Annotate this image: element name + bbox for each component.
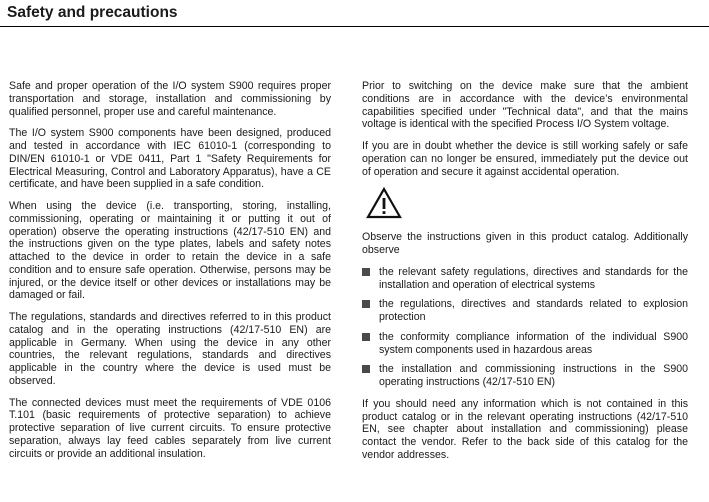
list-item-text: the conformity compliance information of the individual S900 system components used in hazardous areas — [379, 330, 688, 356]
observe-list — [362, 266, 688, 389]
list-item-text: the installation and commissioning instructions in the S900 operating instructions (42/17-510 EN) — [379, 363, 688, 388]
bullet-square-icon — [362, 268, 370, 276]
list-item — [362, 331, 688, 357]
paragraph-device-usage: When using the device (i.e. transporting, storing, installing, commissioning, operating or maintaining it or putting it out of operation) observe the operating instructions (42/17-510 EN) and the instructions given on the type plates, labels and safety notes attached to the device in order to retain the device in a safe condition and to ensure safe operation. Otherwise, persons may be injured, or the device itself or other devices or installations may be damaged or fail. — [9, 200, 331, 302]
bullet-square-icon — [362, 300, 370, 308]
left-column — [9, 80, 331, 469]
list-item-text: the relevant safety regulations, directives and standards for the installation and operation of electrical systems — [379, 265, 688, 291]
observe-intro: Observe the instructions given in this product catalog. Additionally observe — [362, 231, 688, 256]
bullet-square-icon — [362, 365, 370, 373]
list-item-text: the regulations, directives and standards related to explosion protection — [379, 298, 688, 323]
right-column — [362, 80, 688, 471]
list-item — [362, 363, 688, 389]
list-item — [362, 298, 688, 324]
title-divider — [0, 26, 709, 27]
paragraph-safe-operation: Safe and proper operation of the I/O system S900 requires proper transportation and storage, installation and commissioning by qualified personnel, proper use and careful maintenance. — [9, 80, 331, 118]
paragraph-ambient-conditions: Prior to switching on the device make sure that the ambient conditions are in accordance with the device’s environmental capabilities specified under "Technical data", and that the mains voltage is identical with the specified Process I/O System voltage. — [362, 80, 688, 131]
list-item — [362, 266, 688, 292]
paragraph-regulations: The regulations, standards and directives referred to in this product catalog and in the operating instructions (42/17-510 EN) are applicable in Germany. When using the device in any other countries, the relevant regulations, standards and directives applicable in the country where the device is used must be observed. — [9, 311, 331, 387]
paragraph-doubt-operation: If you are in doubt whether the device is still working safely or safe operation can no longer be ensured, immediately put the device out of operation and secure it against accidental operation. — [362, 140, 688, 178]
paragraph-iec-compliance: The I/O system S900 components have been designed, produced and tested in accordance with IEC 61010-1 (corresponding to DIN/EN 61010-1 or VDE 0411, Part 1 "Safety Requirements for Electrical Measuring, Control and Laboratory Apparatus), have a CE certificate, and have been supplied in a safe condition. — [9, 127, 331, 191]
page-title: Safety and precautions — [7, 4, 178, 21]
warning-triangle-icon — [366, 187, 402, 219]
paragraph-contact-vendor: If you should need any information which is not contained in this product catalog or in the relevant operating instructions (42/17-510 EN, see chapter about installation and commissioning) please contact the vendor. Refer to the back side of this catalog for the vendor addresses. — [362, 397, 688, 461]
bullet-square-icon — [362, 333, 370, 341]
paragraph-protective-separation: The connected devices must meet the requirements of VDE 0106 T.101 (basic requirements of protective separation) to achieve protective separation of live current circuits. To ensure protective separation, always lay feed cables separately from live current circuits or provide an additional insulation. — [9, 396, 331, 460]
